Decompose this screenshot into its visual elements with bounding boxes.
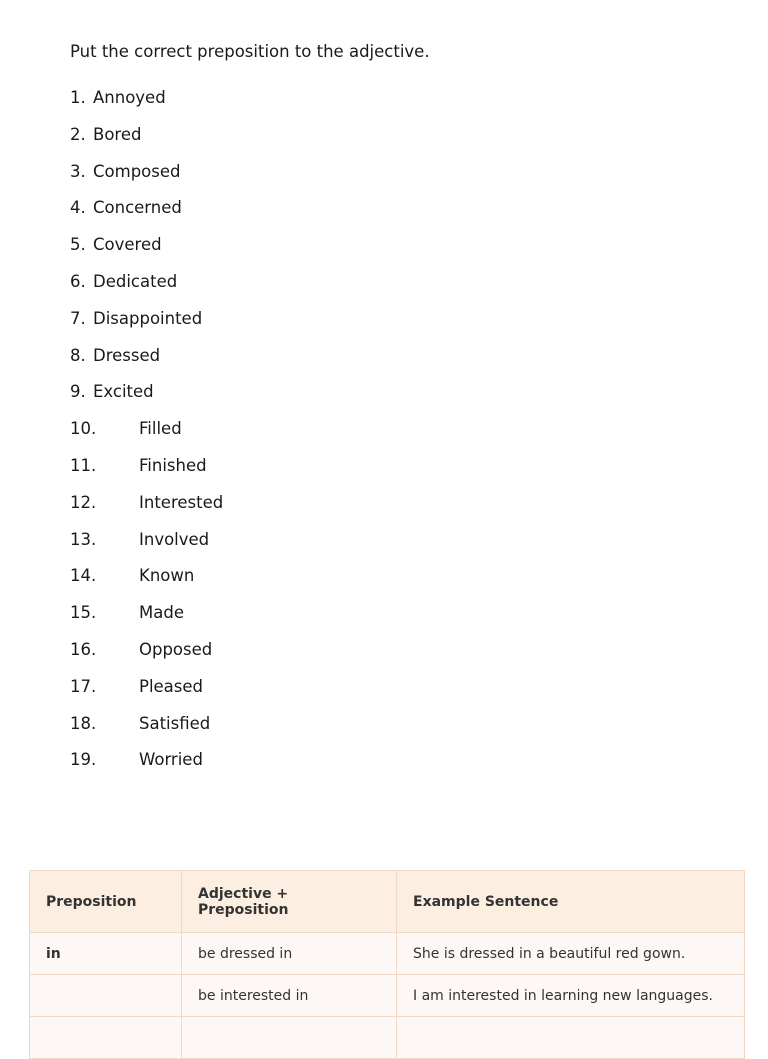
list-item <box>70 493 223 530</box>
list-item <box>70 125 223 162</box>
item-number: 1. <box>70 88 86 107</box>
cell-example <box>397 1017 745 1059</box>
item-number: 5. <box>70 235 86 255</box>
item-number: 17. <box>70 676 97 696</box>
table-row <box>30 975 745 1017</box>
list-item <box>70 162 223 199</box>
item-word: Known <box>139 566 195 586</box>
item-number: 16. <box>70 639 97 659</box>
item-word: Interested <box>139 492 224 512</box>
item-word: Covered <box>93 235 162 255</box>
list-item <box>70 309 223 346</box>
list-item <box>70 530 223 567</box>
list-item <box>70 566 223 603</box>
preposition-table <box>29 870 745 1059</box>
item-word: Annoyed <box>93 88 166 107</box>
adjective-list <box>70 88 223 787</box>
cell-adjective: be dressed in <box>182 933 397 975</box>
table-header-row <box>30 871 745 933</box>
cell-preposition <box>30 975 182 1017</box>
item-number: 9. <box>70 382 86 402</box>
instruction-text: Put the correct preposition to the adjective. <box>70 42 430 61</box>
item-number: 13. <box>70 529 97 549</box>
header-example-sentence: Example Sentence <box>397 871 745 933</box>
item-word: Dressed <box>93 345 161 365</box>
cell-adjective <box>182 1017 397 1059</box>
item-number: 15. <box>70 603 97 623</box>
list-item <box>70 456 223 493</box>
header-adjective-preposition: Adjective + Preposition <box>182 871 397 933</box>
item-number: 10. <box>70 419 97 439</box>
item-word: Involved <box>139 529 210 549</box>
list-item <box>70 88 223 125</box>
item-word: Dedicated <box>93 271 178 291</box>
list-item <box>70 382 223 419</box>
item-number: 19. <box>70 750 97 770</box>
item-number: 6. <box>70 271 86 291</box>
list-item <box>70 419 223 456</box>
item-word: Bored <box>93 124 142 144</box>
item-number: 12. <box>70 492 97 512</box>
item-word: Finished <box>139 455 207 475</box>
table-row <box>30 1017 745 1059</box>
list-item <box>70 677 223 714</box>
item-number: 7. <box>70 308 86 328</box>
list-item <box>70 603 223 640</box>
list-item <box>70 272 223 309</box>
item-word: Made <box>139 603 184 623</box>
item-number: 14. <box>70 566 97 586</box>
item-word: Excited <box>93 382 154 402</box>
item-word: Concerned <box>93 198 182 218</box>
item-word: Disappointed <box>93 308 203 328</box>
item-word: Satisfied <box>139 713 211 733</box>
cell-example: She is dressed in a beautiful red gown. <box>397 933 745 975</box>
item-word: Pleased <box>139 676 204 696</box>
item-word: Worried <box>139 750 203 770</box>
item-number: 11. <box>70 455 97 475</box>
item-word: Opposed <box>139 639 213 659</box>
list-item <box>70 640 223 677</box>
table-row <box>30 933 745 975</box>
cell-adjective: be interested in <box>182 975 397 1017</box>
item-word: Composed <box>93 161 181 181</box>
list-item <box>70 235 223 272</box>
item-word: Filled <box>139 419 182 439</box>
item-number: 4. <box>70 198 86 218</box>
item-number: 2. <box>70 124 86 144</box>
list-item <box>70 346 223 383</box>
list-item <box>70 714 223 751</box>
header-preposition: Preposition <box>30 871 182 933</box>
cell-preposition <box>30 1017 182 1059</box>
cell-example: I am interested in learning new languages. <box>397 975 745 1017</box>
item-number: 8. <box>70 345 86 365</box>
cell-preposition: in <box>30 933 182 975</box>
list-item <box>70 750 223 787</box>
item-number: 18. <box>70 713 97 733</box>
list-item <box>70 198 223 235</box>
item-number: 3. <box>70 161 86 181</box>
